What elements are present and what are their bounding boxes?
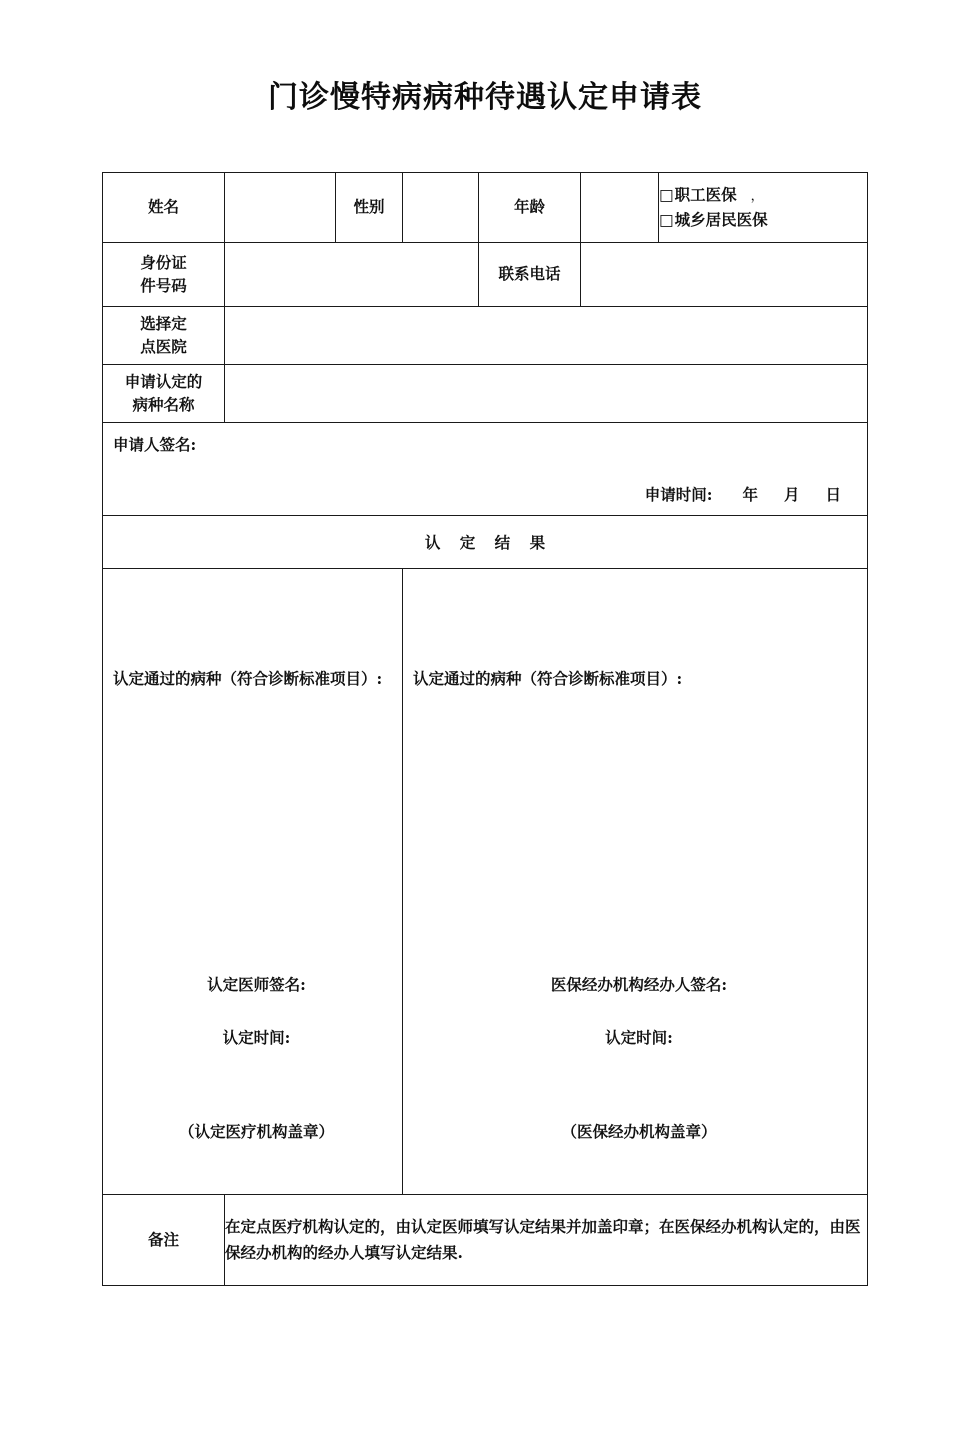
gender-field[interactable]	[403, 173, 479, 243]
hospital-field[interactable]	[225, 307, 868, 365]
table-row-result-header	[103, 516, 868, 569]
disease-name-field[interactable]	[225, 365, 868, 423]
hospital-label	[103, 307, 225, 365]
id-number-label-line1: 身份证	[140, 253, 187, 273]
checkbox-icon[interactable]: □	[659, 210, 674, 229]
table-row-disease	[103, 365, 868, 423]
table-row-basic-info	[103, 173, 868, 243]
physician-passed-disease-label: 认定通过的病种（符合诊断标准项目）:	[113, 669, 383, 688]
insurance-option-employee-label: 职工医保	[674, 185, 737, 205]
application-date-line	[645, 483, 841, 505]
age-field[interactable]	[581, 173, 659, 243]
applicant-signature-cell	[103, 423, 868, 516]
insurance-type-cell	[659, 173, 868, 243]
physician-time-label[interactable]: 认定时间:	[222, 1028, 291, 1047]
id-number-field[interactable]	[225, 243, 479, 307]
insurance-option-employee[interactable]	[659, 183, 867, 207]
gender-label: 性别	[336, 173, 403, 243]
disease-name-label-line1: 申请认定的	[124, 372, 203, 392]
table-row-result-body	[103, 569, 868, 1195]
name-field[interactable]	[225, 173, 336, 243]
disease-name-label	[103, 365, 225, 423]
application-date-label: 申请时间:	[644, 485, 713, 504]
agency-seal-label: （医保经办机构盖章）	[561, 1122, 717, 1141]
table-row-id-phone	[103, 243, 868, 307]
application-date-day[interactable]: 日	[825, 485, 841, 504]
phone-field[interactable]	[581, 243, 868, 307]
hospital-label-line2: 点医院	[140, 336, 187, 356]
table-row-remark	[103, 1195, 868, 1286]
remark-text: 在定点医疗机构认定的，由认定医师填写认定结果并加盖印章；在医保经办机构认定的，由医保经办机构的经办人填写认定结果.	[225, 1195, 868, 1286]
id-number-label-line2: 件号码	[140, 275, 187, 295]
result-cell-physician	[103, 569, 403, 1195]
page-title: 门诊慢特病病种待遇认定申请表	[268, 80, 702, 115]
physician-signature-label[interactable]: 认定医师签名:	[207, 975, 306, 994]
age-label: 年龄	[479, 173, 581, 243]
physician-seal-label: （认定医疗机构盖章）	[178, 1122, 334, 1141]
remark-label: 备注	[103, 1195, 225, 1286]
agency-time-label[interactable]: 认定时间:	[605, 1028, 673, 1047]
agency-passed-disease-label: 认定通过的病种（符合诊断标准项目）:	[413, 669, 683, 688]
insurance-option-employee-trailing: ，	[750, 189, 764, 205]
insurance-option-resident-label: 城乡居民医保	[674, 209, 768, 229]
phone-label: 联系电话	[479, 243, 581, 307]
insurance-option-resident[interactable]	[659, 208, 867, 232]
application-form-table	[102, 172, 868, 1286]
id-number-label	[103, 243, 225, 307]
applicant-signature-label[interactable]: 申请人签名:	[113, 435, 197, 454]
hospital-label-line1: 选择定	[140, 314, 187, 334]
table-row-hospital	[103, 307, 868, 365]
result-cell-agency	[403, 569, 868, 1195]
name-label: 姓名	[103, 173, 225, 243]
disease-name-label-line2: 病种名称	[132, 394, 195, 414]
application-date-year[interactable]: 年	[742, 485, 758, 504]
result-physician-content	[103, 569, 402, 1194]
result-section-header: 认 定 结 果	[103, 516, 868, 569]
result-agency-content	[403, 569, 867, 1194]
agency-signature-label[interactable]: 医保经办机构经办人签名:	[550, 975, 728, 994]
table-row-applicant-signature	[103, 423, 868, 516]
application-date-month[interactable]: 月	[783, 485, 800, 504]
checkbox-icon[interactable]: □	[659, 186, 674, 205]
